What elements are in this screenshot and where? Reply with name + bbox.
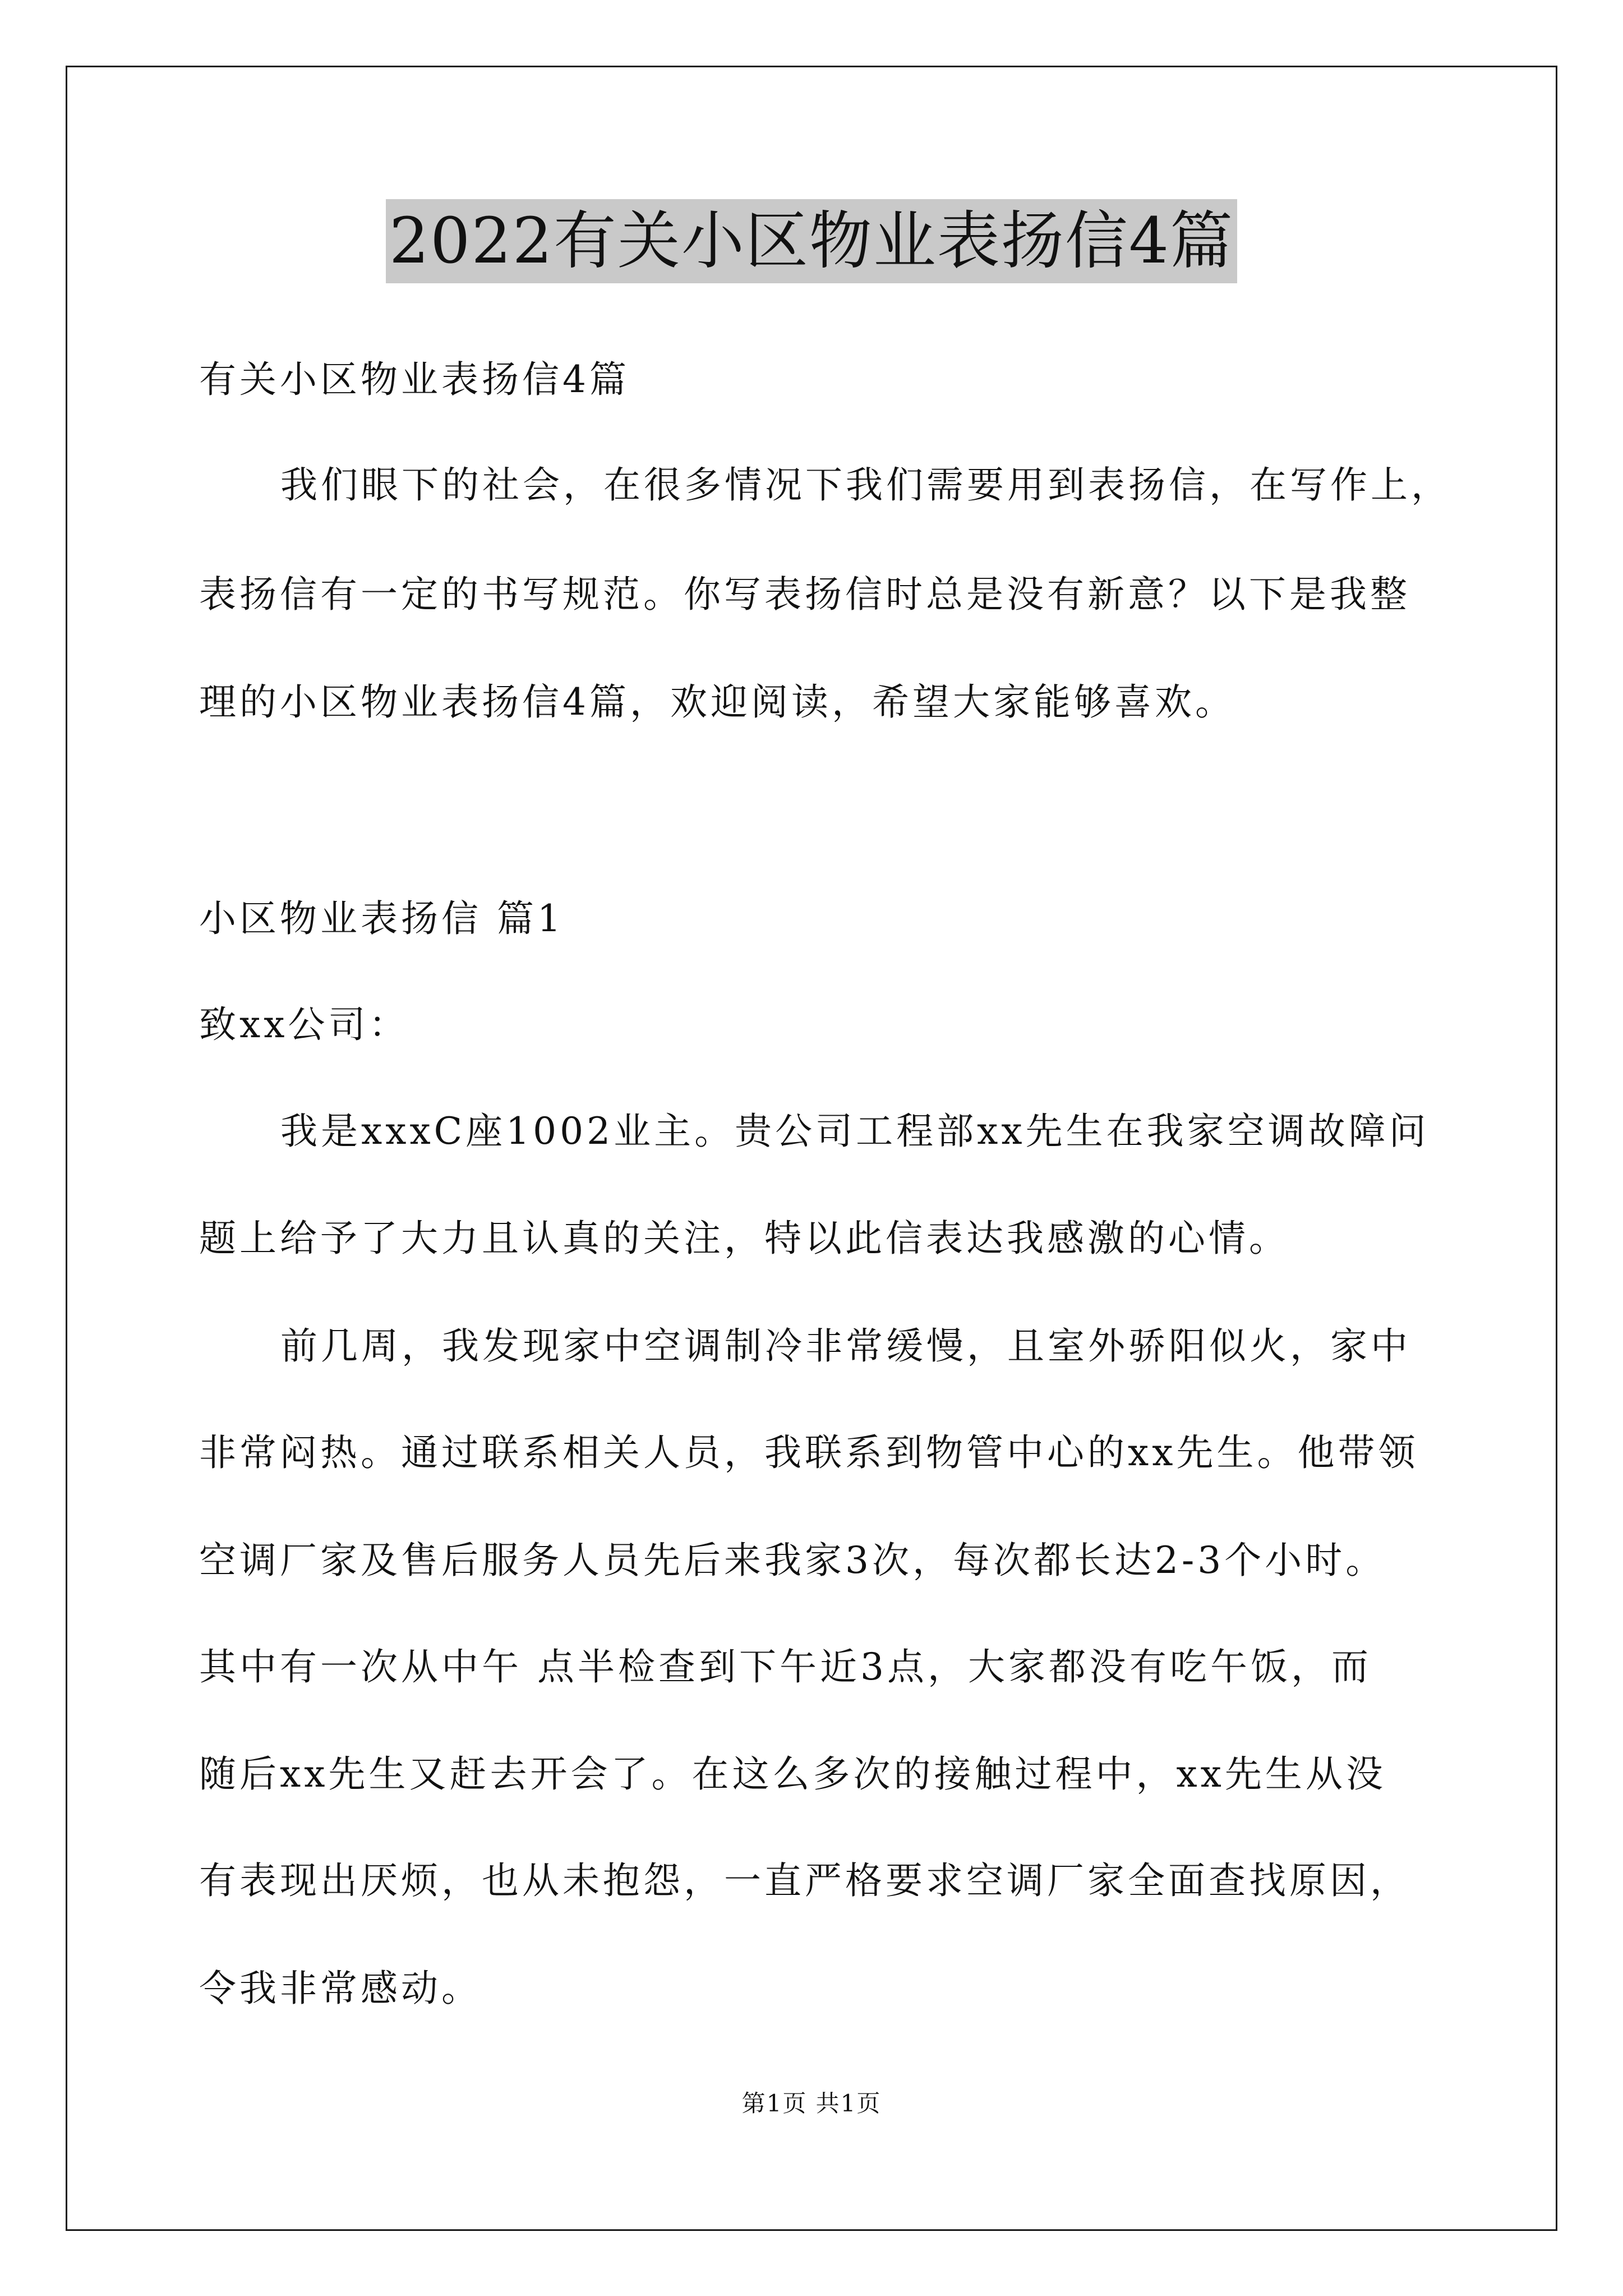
document-subtitle: 有关小区物业表扬信4篇 <box>199 358 630 401</box>
paragraph-line: 随后xx先生又赶去开会了。在这么多次的接触过程中，xx先生从没 <box>199 1752 1386 1796</box>
paragraph-line: 我是xxxC座1002业主。贵公司工程部xx先生在我家空调故障问 <box>280 1110 1430 1153</box>
paragraph-line: 题上给予了大力且认真的关注，特以此信表达我感激的心情。 <box>199 1217 1289 1260</box>
salutation: 致xx公司： <box>199 1003 409 1046</box>
paragraph-line: 其中有一次从中午 点半检查到下午近3点，大家都没有吃午饭，而 <box>199 1645 1372 1688</box>
intro-line: 我们眼下的社会，在很多情况下我们需要用到表扬信，在写作上， <box>280 463 1451 507</box>
title-container <box>0 199 1623 283</box>
document-title: 2022有关小区物业表扬信4篇 <box>386 199 1237 283</box>
intro-line: 理的小区物业表扬信4篇，欢迎阅读，希望大家能够喜欢。 <box>199 680 1235 724</box>
paragraph-line: 令我非常感动。 <box>199 1967 482 2010</box>
intro-line: 表扬信有一定的书写规范。你写表扬信时总是没有新意？以下是我整 <box>199 573 1410 616</box>
page-number-footer: 第1页 共1页 <box>741 2090 882 2117</box>
paragraph-line: 非常闷热。通过联系相关人员，我联系到物管中心的xx先生。他带领 <box>199 1431 1419 1474</box>
section-heading: 小区物业表扬信 篇1 <box>199 897 564 940</box>
paragraph-line: 空调厂家及售后服务人员先后来我家3次，每次都长达2-3个小时。 <box>199 1539 1386 1582</box>
paragraph-line: 有表现出厌烦，也从未抱怨，一直严格要求空调厂家全面查找原因， <box>199 1859 1410 1902</box>
paragraph-line: 前几周，我发现家中空调制冷非常缓慢，且室外骄阳似火，家中 <box>280 1324 1411 1368</box>
